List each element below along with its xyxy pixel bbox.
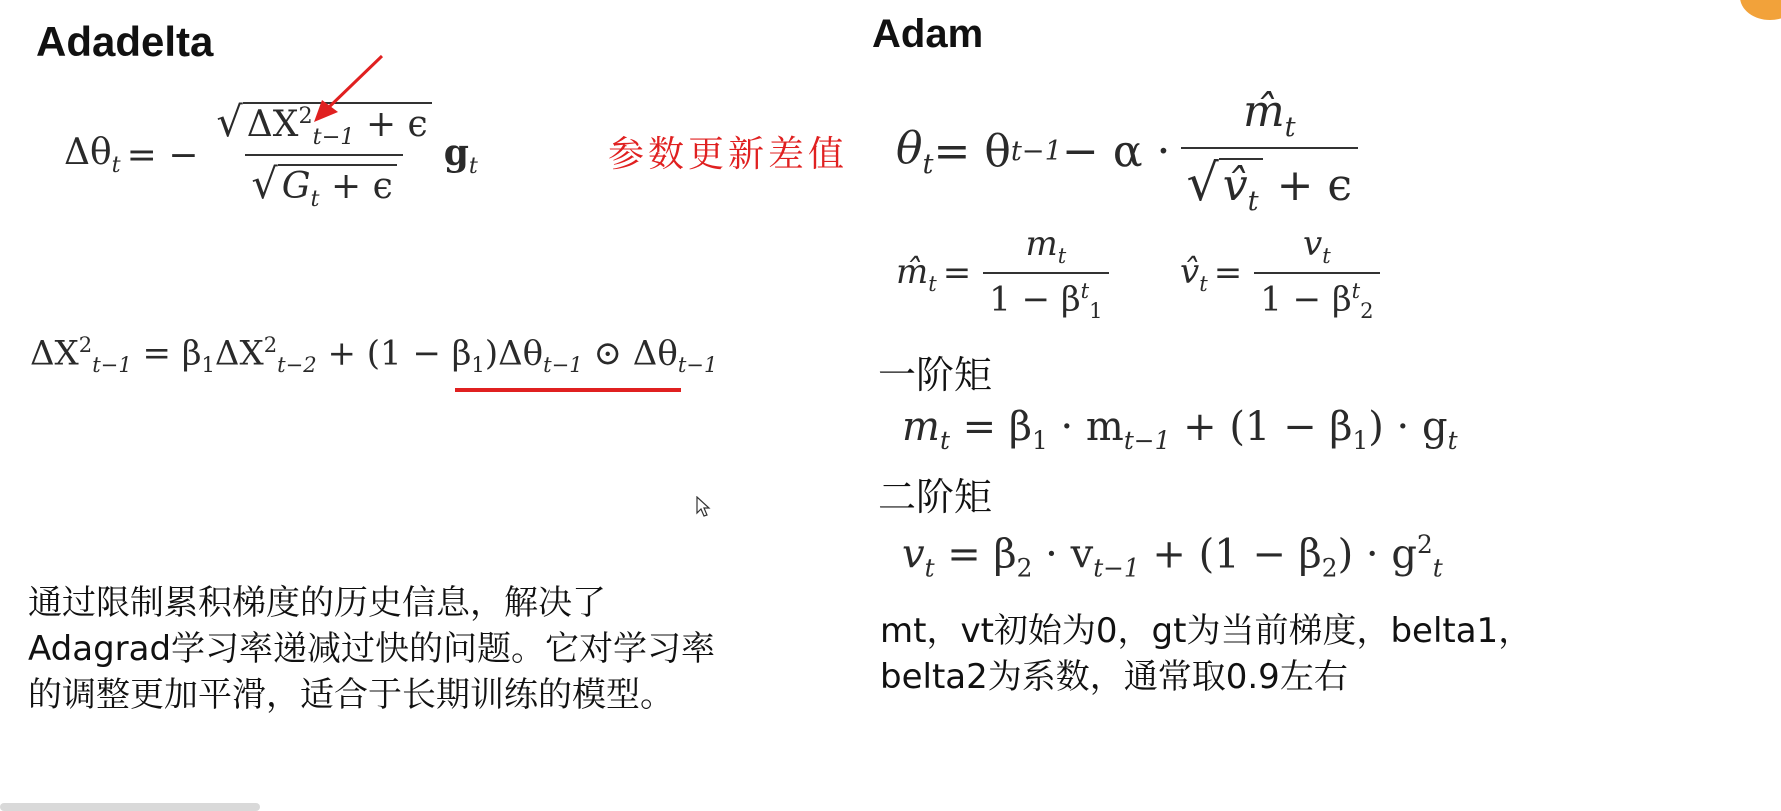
- adam-title: Adam: [872, 12, 984, 56]
- adadelta-title: Adadelta: [36, 18, 214, 65]
- corner-avatar-icon[interactable]: [1740, 0, 1781, 20]
- v-hat-equation: $v̂_t$ = $\frac{v_t}{1 - \beta^t_2}$: [1180, 224, 1386, 323]
- adadelta-update-equation: $\Delta\theta_t$ = − $\frac{√ \Delta X^2_{t-1} + \epsilon}{√ G_t + \epsilon}$ $g_t$: [64, 98, 478, 213]
- adam-update-equation: $\theta_t$ = θ t−1 − α · $\frac{m̂_t}{√v̂_t + \epsilon}$: [896, 86, 1364, 217]
- second-moment-equation: $v_t = \beta_2 \cdot v_{t-1} + (1 - \beta_2) \cdot g^2_t$: [902, 530, 1443, 583]
- first-moment-label: 一阶矩: [878, 353, 993, 397]
- adadelta-description: 通过限制累积梯度的历史信息，解决了 Adagrad学习率递减过快的问题。它对学习率 的调整更加平滑，适合于长期训练的模型。: [28, 583, 716, 715]
- adam-note: mt，vt初始为0，gt为当前梯度，belta1， belta2为系数，通常取0.9左右: [880, 611, 1533, 697]
- first-moment-equation: $m_t = \beta_1 \cdot m_{t-1} + (1 - \beta_1) \cdot g_t$: [902, 404, 1458, 455]
- m-hat-equation: $m̂_t$ = $\frac{m_t}{1 - \beta^t_1}$: [896, 224, 1115, 323]
- red-underline: [455, 388, 681, 392]
- mouse-cursor-icon: [696, 496, 712, 518]
- accumulated-delta-equation: $\Delta X^2_{t-1} = \beta_1\Delta X^2_{t-2} + (1 - \beta_1)\Delta\theta_{t-1}$ ⊙ $\Delta\theta_{t-1}$: [30, 332, 718, 378]
- red-arrow-icon: [300, 48, 400, 128]
- horizontal-scrollbar[interactable]: [0, 803, 260, 811]
- second-moment-label: 二阶矩: [878, 475, 993, 519]
- update-delta-annotation: 参数更新差值: [608, 134, 849, 175]
